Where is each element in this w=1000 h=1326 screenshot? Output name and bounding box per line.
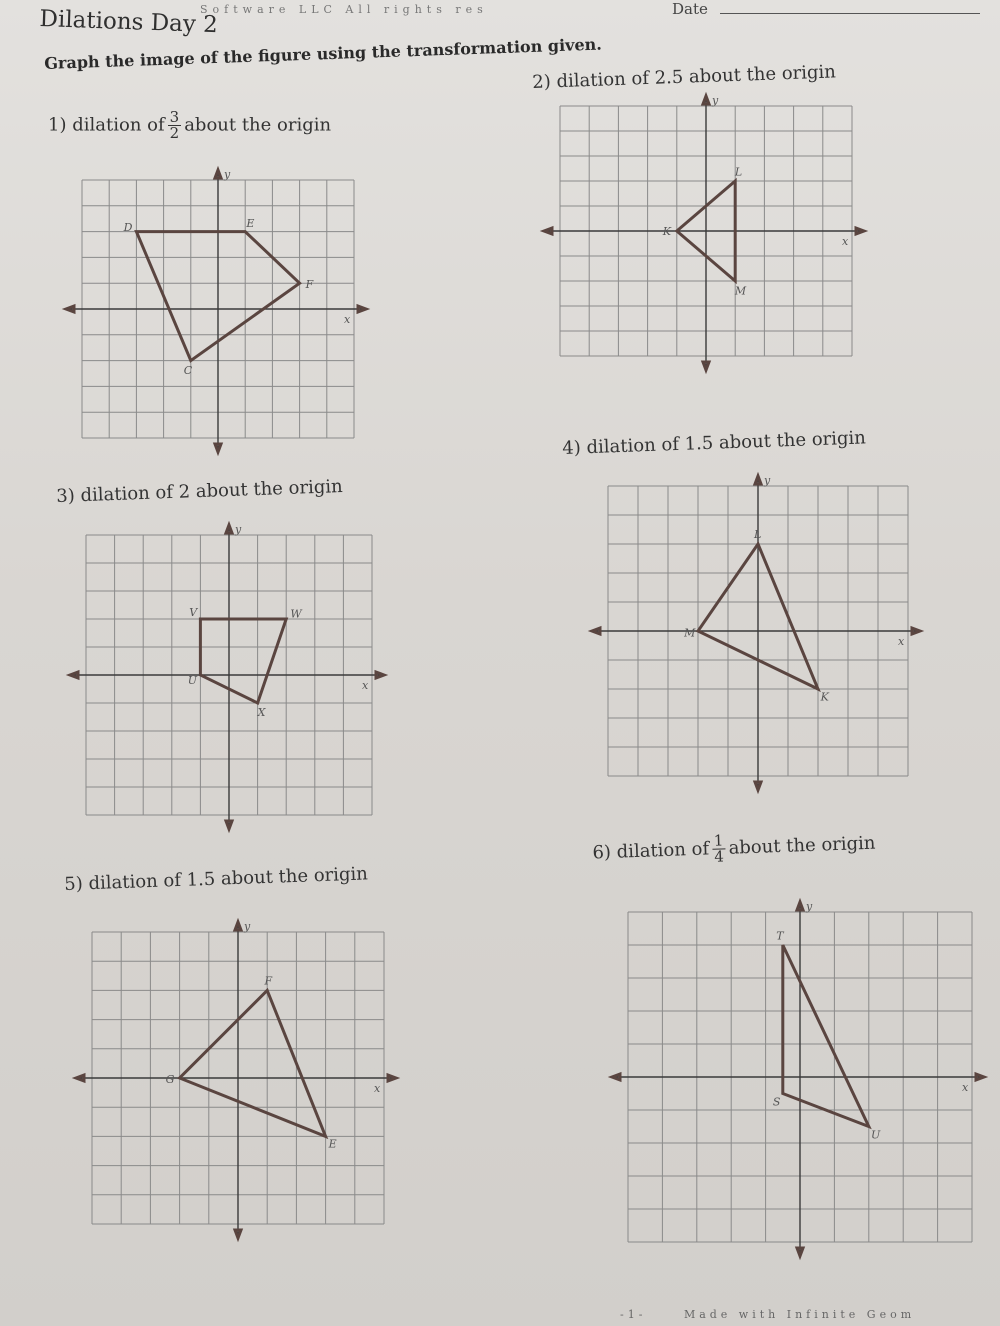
y-axis-arrow-up-icon [215, 170, 221, 178]
x-axis-label: x [898, 635, 905, 648]
y-axis-arrow-up-icon [797, 902, 803, 910]
problem-1-fraction [168, 110, 182, 141]
vertex-label-s: S [772, 1095, 781, 1109]
problem-2-prompt [532, 61, 836, 93]
x-axis-arrow-right-icon [388, 1075, 396, 1081]
problem-1-text-before: dilation of [72, 114, 165, 136]
figure-polygon [783, 945, 869, 1127]
y-axis-label: y [244, 920, 251, 933]
made-with-credit: Made with Infinite Geom [683, 1308, 916, 1321]
vertex-label-x: X [257, 706, 266, 720]
vertex-label-k: K [662, 225, 672, 238]
y-axis-label: y [806, 900, 813, 913]
vertex-label-c: C [183, 364, 193, 378]
vertex-label-l: L [754, 528, 762, 541]
x-axis-arrow-right-icon [376, 672, 384, 678]
problem-4-number: 4) [562, 437, 582, 459]
problem-3-text: dilation of 2 about the origin [80, 476, 343, 507]
x-axis-arrow-left-icon [70, 672, 78, 678]
vertex-label-f: F [264, 974, 273, 988]
x-axis-label: x [962, 1081, 969, 1094]
y-axis-label: y [224, 168, 231, 181]
problem-3-number: 3) [56, 485, 76, 507]
x-axis-label: x [344, 313, 351, 326]
y-axis-arrow-up-icon [703, 96, 709, 104]
x-axis-arrow-right-icon [976, 1074, 984, 1080]
x-axis-label: x [842, 235, 849, 248]
problem-6-frac-num: 1 [713, 831, 724, 850]
figure-polygon [200, 619, 286, 703]
y-axis-label: y [712, 94, 719, 107]
problem-2-text: dilation of 2.5 about the origin [556, 61, 837, 93]
y-axis-label: y [764, 474, 771, 487]
x-axis-label: x [374, 1082, 381, 1095]
vertex-label-f: F [305, 277, 314, 291]
problem-3-prompt [56, 476, 343, 507]
vertex-label-m: M [684, 626, 696, 640]
y-axis-arrow-up-icon [755, 476, 761, 484]
x-axis-arrow-right-icon [856, 228, 864, 234]
problem-2-grid[interactable] [560, 94, 852, 356]
vertex-label-e: E [328, 1137, 337, 1151]
date-label: Date [672, 0, 708, 18]
vertex-label-u: U [871, 1128, 881, 1142]
problem-5-number: 5) [64, 873, 84, 895]
vertex-label-k: K [820, 690, 829, 704]
y-axis-arrow-down-icon [215, 444, 221, 452]
vertex-label-l: L [734, 165, 743, 179]
page-number: -1- [620, 1308, 647, 1321]
y-axis-label: y [235, 523, 242, 536]
y-axis-arrow-down-icon [797, 1248, 803, 1256]
problem-1-number: 1) [48, 114, 67, 136]
vertex-label-u: U [187, 674, 198, 688]
problem-5-text: dilation of 1.5 about the origin [88, 863, 369, 895]
problem-4-prompt [562, 427, 866, 459]
y-axis-arrow-down-icon [703, 362, 709, 370]
problem-1-prompt [48, 110, 331, 141]
problem-1-frac-den: 2 [169, 124, 180, 142]
vertex-label-w: W [290, 607, 302, 621]
x-axis-arrow-left-icon [592, 628, 600, 634]
problem-6-text-before: dilation of [616, 838, 710, 863]
x-axis-arrow-left-icon [544, 228, 552, 234]
problem-6-grid[interactable] [628, 900, 972, 1242]
problem-6-prompt [592, 828, 876, 869]
vertex-label-m: M [734, 284, 747, 298]
vertex-label-g: G [165, 1073, 175, 1087]
problem-2-number: 2) [532, 71, 552, 93]
problem-1-text-after: about the origin [184, 114, 332, 136]
problem-1-grid[interactable] [82, 168, 354, 438]
copyright-note: Software LLC All rights res [200, 3, 488, 16]
vertex-label-e: E [246, 217, 255, 231]
y-axis-arrow-down-icon [755, 782, 761, 790]
problem-6-number: 6) [592, 841, 612, 864]
x-axis-arrow-right-icon [358, 306, 366, 312]
y-axis-arrow-down-icon [235, 1230, 241, 1238]
x-axis-arrow-right-icon [912, 628, 920, 634]
footer [620, 1308, 915, 1321]
x-axis-arrow-left-icon [612, 1074, 620, 1080]
problem-1-frac-num: 3 [169, 108, 180, 126]
vertex-label-t: T [776, 929, 784, 943]
y-axis-arrow-up-icon [235, 922, 241, 930]
problem-5-prompt [64, 863, 368, 895]
problem-6-text-after: about the origin [728, 832, 876, 859]
problem-3-grid[interactable] [86, 523, 372, 815]
figure-polygon [180, 990, 326, 1136]
problem-4-text: dilation of 1.5 about the origin [586, 427, 867, 459]
worksheet-title: Dilations Day 2 [39, 6, 219, 39]
y-axis-arrow-down-icon [226, 821, 232, 829]
vertex-label-v: V [189, 606, 198, 620]
x-axis-arrow-left-icon [66, 306, 74, 312]
y-axis-arrow-up-icon [226, 525, 232, 533]
vertex-label-d: D [123, 220, 133, 234]
instructions: Graph the image of the figure using the transformation given. [44, 34, 603, 73]
problem-6-fraction [712, 833, 727, 864]
problem-6-frac-den: 4 [714, 847, 725, 866]
problem-5-grid[interactable] [92, 920, 384, 1224]
date-blank-line [720, 13, 980, 14]
x-axis-arrow-left-icon [76, 1075, 84, 1081]
problem-4-grid[interactable] [608, 474, 908, 776]
x-axis-label: x [362, 679, 369, 692]
